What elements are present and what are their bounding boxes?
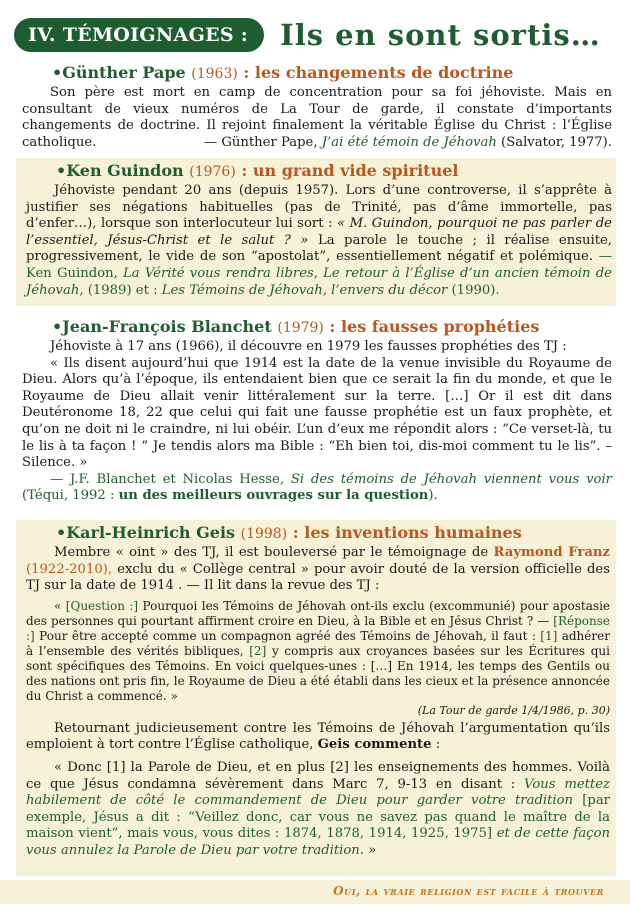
franz-years: (1922-2010), [26,561,113,577]
section-body [26,721,610,754]
cite-title: J’ai été témoin de Jéhovah [321,134,497,150]
year: (1979) [277,320,324,336]
cite-year: (1990). [451,282,500,298]
topic: : un grand vide spirituel [241,161,459,180]
section-body: Jéhoviste à 17 ans (1966), il découvre en 1979 les fausses prophéties des TJ : [50,339,567,354]
marker-2: [2] [249,643,267,658]
person-name: Günther Pape [62,63,186,82]
comment-text: [par exemple, Jésus a dit : “Veillez donc, car vous ne savez pas quand le maître de la maison vient”, mais vous, vous dites : 1874, 1878, 1914, 1925, 1975] [26,793,610,842]
footer-tagline: Oui, la vraie religion est facile à trouver [333,884,604,898]
question-label: [Question :] [65,598,139,613]
geis-quote [26,760,610,860]
quote: « Ils disent aujourd’hui que 1914 est la date de la venue invisible du Royaume de Dieu. Alors qu’à l’époque, ils entendaient bien que ce serait la fin du monde, et que le Royaume de Dieu allait venir littéralement sur la terre. […] Or il est dit dans Deutéronome 18, 22 que celui qui fait une fausse prophétie est un faux prophète, et qu’on ne doit ni le craindre, ni lui obéir. L’un d’eux me répondit alors : “Ce verset-là, tu le lis à ta façon ! ” Je tendis alors ma Bible : “Eh bien toi, dis-moi comment tu le lis”. – Silence. » [22,355,612,471]
watchtower-quote: « [Question :] Pourquoi les Témoins de Jéhovah ont-ils exclu (excommunié) pour apostasie des personnes qui pourtant affirment croire en Dieu, à la Bible et en Jésus Christ ? — [Réponse :] Pour être accepté comme un compagnon agréé des Témoins de Jéhovah, il faut : [1] adhérer à l’ensemble des vérités bibliques, [2] y compris aux croyances basées sur les Écritures qui sont spécifiques des Témoins. En voici quelques-unes : […] En 1914, les temps des Gentils ou des nations ont pris fin, le Royaume de Dieu a été établi dans les cieux et la présence annoncée du Christ a commencé. » [26,598,611,703]
year: (1963) [191,66,238,82]
cite-year: (1989) et : [87,282,158,298]
citation [22,472,612,505]
cite-author: — Ken Guindon, [26,249,612,281]
section-guindon [16,158,616,306]
topic: : les inventions humaines [292,523,522,542]
year: (1976) [189,164,236,180]
section-geis [16,520,616,876]
body-text: exclu du « Collège central » pour avoir douté de la version officielle des TJ sur la date de 1914 . — Il lit dans la revue des TJ : [26,561,610,594]
answer-text: y compris aux croyances basées sur les Écritures qui sont spécifiques des Témoins. En voici quelques-unes : […] En 1914, les temps des Gentils ou des nations ont pris fin, le Royaume de Dieu a été établi dans les cieux et la présence annoncée du Christ a commencé. » [26,643,610,703]
person-name: Jean-François Blanchet [62,317,272,336]
topic: : les changements de doctrine [243,63,514,82]
cite-title: La Vérité vous rendra libres [123,265,314,281]
cite-author: — Günther Pape, [203,134,318,150]
marker-1: [1] [540,628,558,643]
quote-source [26,704,610,718]
cite-pub: (Téqui, 1992 : [22,488,115,504]
comment-italic: et de cette façon vous annulez la Parole de Dieu par votre tradition. [26,826,610,858]
cite-title: Les Témoins de Jéhovah, l’envers du décor [161,282,448,298]
comment-text: « Donc [1] la Parole de Dieu, et en plus [2] les enseignements des hommes. Voilà ce que Jésus condamna sévèrement dans Marc 7, 9-13 en disant : [26,759,610,792]
cite-pub: (Salvator, 1977). [501,134,612,150]
citation [176,135,612,152]
comment-italic: Vous mettez habilement de côté le commandement de Dieu pour garder votre tradition [26,776,610,809]
section-heading: •Jean-François Blanchet (1979) : les fausses prophéties [52,317,540,336]
chapter-label: IV. TÉMOIGNAGES : [14,18,264,52]
topic: : les fausses prophéties [329,317,540,336]
body-text: Membre « oint » des TJ, il est bouleversé par le témoignage de [54,545,489,560]
answer-label: [Réponse :] [26,613,610,643]
cite-title: Le retour à l’Église d’un ancien témoin de Jéhovah [26,265,612,298]
section-heading: •Ken Guindon (1976) : un grand vide spirituel [56,161,459,180]
person-name: Ken Guindon [66,161,184,180]
answer-text: Pour être accepté comme un compagnon agréé des Témoins de Jéhovah, il faut : [39,628,536,643]
body-text: : [435,737,441,753]
section-heading: •Günther Pape (1963) : les changements de doctrine [52,63,514,82]
header [14,14,618,56]
page-title: Ils en sont sortis… [280,18,601,52]
section-body [26,183,612,299]
cite-author: — J.F. Blanchet et Nicolas Hesse, [50,471,285,487]
section-pape [22,64,612,156]
year: (1998) [240,526,288,542]
franz-name: Raymond Franz [493,545,610,560]
person-name: Karl-Heinrich Geis [66,523,236,542]
cite-title: Si des témoins de Jéhovah viennent vous voir [290,471,612,487]
section-blanchet [22,318,612,514]
footer [0,880,630,904]
answer-text: adhérer à l’ensemble des vérités bibliques, [26,628,610,658]
body-text: La parole le touche ; il réalise ensuite, progressivement, le vide de son “apostolat”, essentiellement négatif et polémique. [26,232,612,265]
comment-end: » [368,842,377,858]
quote: « M. Guindon, pourquoi ne pas parler de l’essentiel, Jésus-Christ et le salut ? » [26,216,612,248]
question-text: Pourquoi les Témoins de Jéhovah ont-ils exclu (excommunié) pour apostasie des personnes qui pourtant affirment croire en Dieu, à la Bible et en Jésus Christ ? [26,598,611,628]
body-text: Son père est mort en camp de concentration pour sa foi jéhoviste. Mais en consultant de vieux numéros de La Tour de garde, il constate d’importants changements de doctrine. Il rejoint finalement la véritable Église du Christ : l’Église catholique. [22,85,612,150]
cite-end: ). [428,488,438,504]
geis-comment: Geis commente [317,737,432,753]
body-text: Retournant judicieusement contre les Témoins de Jéhovah l’argumentation qu’ils emploient à tort contre l’Église catholique, [26,720,610,753]
body-text: Jéhoviste pendant 20 ans (depuis 1957). Lors d’une controverse, il s’apprête à justifier ses négations habituelles (pas de Trinité, pas d’âme immortelle, pas d’enfer…), lorsque son interlocuteur lui sort : [26,183,612,232]
section-heading: •Karl-Heinrich Geis (1998) : les inventions humaines [56,523,522,542]
section-body [26,545,610,595]
section-body [22,85,612,151]
citation: — Ken Guindon, La Vérité vous rendra libres, Le retour à l’Église d’un ancien témoin de Jéhovah, (1989) et : Les Témoins de Jéhovah, l’envers du décor (1990). [26,249,612,298]
source-text: (La Tour de garde 1/4/1986, p. 30) [417,703,610,717]
cite-note: un des meilleurs ouvrages sur la question [118,488,429,504]
